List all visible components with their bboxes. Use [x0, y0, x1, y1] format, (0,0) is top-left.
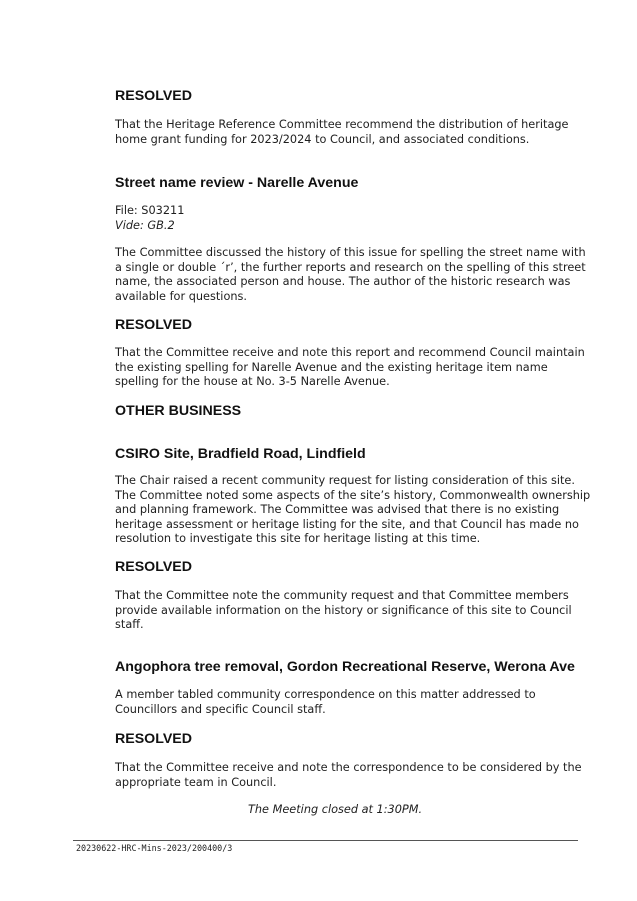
- resolved-heading-1: RESOLVED: [115, 88, 192, 104]
- paragraph-line: The Committee discussed the history of this issue for spelling the street name with: [115, 246, 586, 259]
- resolved-paragraph-3: [115, 589, 572, 633]
- street-name-review-paragraph: [115, 246, 586, 304]
- resolved-heading-2: RESOLVED: [115, 317, 192, 333]
- angophora-tree-heading: Angophora tree removal, Gordon Recreational Reserve, Werona Ave: [115, 659, 575, 675]
- paragraph-line: That the Committee receive and note this report and recommend Council maintain: [115, 346, 585, 359]
- document-reference: 20230622-HRC-Mins-2023/200400/3: [76, 843, 233, 853]
- csiro-site-paragraph: [115, 474, 591, 547]
- other-business-heading: OTHER BUSINESS: [115, 403, 242, 419]
- resolved-heading-4: RESOLVED: [115, 731, 192, 747]
- resolved-heading-3: RESOLVED: [115, 559, 192, 575]
- paragraph-line: appropriate team in Council.: [115, 775, 277, 789]
- paragraph-line: and planning framework. The Committee was advised that there is no existing: [115, 503, 560, 516]
- resolved-paragraph-4: [115, 761, 582, 790]
- paragraph-line: home grant funding for 2023/2024 to Council, and associated conditions.: [115, 132, 530, 146]
- paragraph-line: The Chair raised a recent community request for listing consideration of this site.: [115, 474, 575, 487]
- file-line: File: S03211: [115, 204, 185, 217]
- paragraph-line: provide available information on the history or significance of this site to Council: [115, 603, 572, 617]
- csiro-site-heading: CSIRO Site, Bradfield Road, Lindfield: [115, 446, 366, 462]
- street-name-review-heading: Street name review - Narelle Avenue: [115, 175, 359, 191]
- vide-line: Vide: GB.2: [115, 218, 175, 232]
- paragraph-line: available for questions.: [115, 289, 247, 303]
- file-reference-block: [115, 204, 565, 233]
- paragraph-line: That the Heritage Reference Committee recommend the distribution of heritage: [115, 118, 569, 131]
- angophora-tree-paragraph: [115, 688, 565, 717]
- paragraph-line: a single or double ´r’, the further reports and research on the spelling of this street: [115, 260, 586, 274]
- footer-divider: [73, 840, 578, 841]
- paragraph-line: heritage assessment or heritage listing for the site, and that Council has made no: [115, 517, 579, 531]
- paragraph-line: A member tabled community correspondence on this matter addressed to: [115, 688, 536, 701]
- paragraph-line: staff.: [115, 618, 144, 631]
- paragraph-line: resolution to investigate this site for heritage listing at this time.: [115, 532, 481, 545]
- paragraph-line: name, the associated person and house. The author of the historic research was: [115, 275, 571, 288]
- resolved-paragraph-2: [115, 346, 585, 390]
- paragraph-line: Councillors and specific Council staff.: [115, 702, 326, 716]
- paragraph-line: The Committee noted some aspects of the site’s history, Commonwealth ownership: [115, 488, 591, 502]
- resolved-paragraph-1: [115, 118, 569, 147]
- meeting-closed-line: The Meeting closed at 1:30PM.: [248, 803, 423, 816]
- paragraph-line: the existing spelling for Narelle Avenue and the existing heritage item name: [115, 360, 548, 374]
- paragraph-line: That the Committee receive and note the correspondence to be considered by the: [115, 761, 582, 774]
- paragraph-line: That the Committee note the community request and that Committee members: [115, 589, 569, 602]
- paragraph-line: spelling for the house at No. 3-5 Narelle Avenue.: [115, 375, 390, 388]
